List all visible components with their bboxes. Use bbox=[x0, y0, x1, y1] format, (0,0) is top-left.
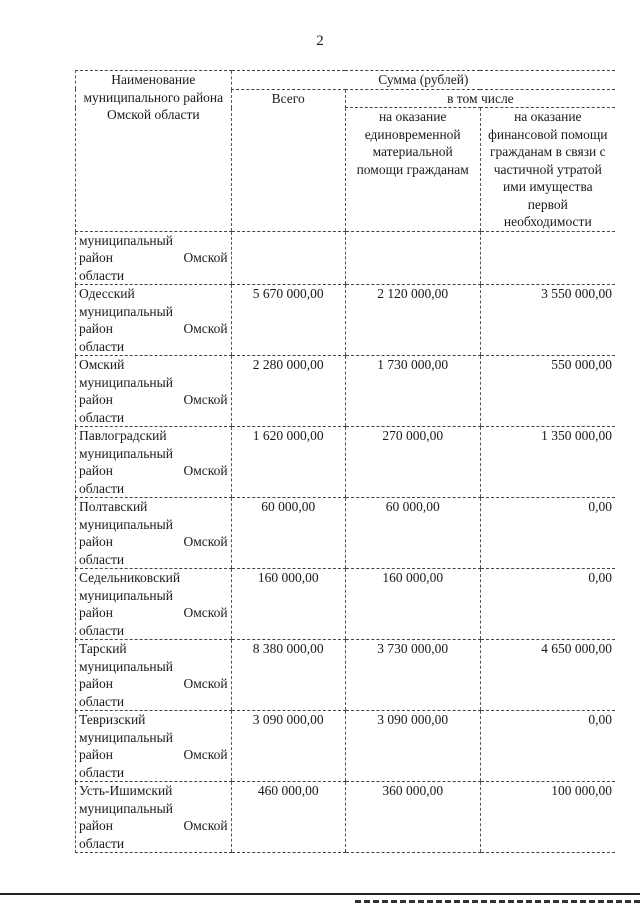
total-amount-cell: 3 090 000,00 bbox=[231, 711, 345, 782]
district-oblast-name: Омской bbox=[183, 605, 228, 620]
district-oblast-word: области bbox=[79, 338, 125, 354]
financial-aid-cell: 100 000,00 bbox=[480, 782, 615, 853]
district-region-line bbox=[79, 249, 228, 267]
district-name-cell bbox=[76, 231, 232, 285]
district-name: Полтавский bbox=[79, 499, 148, 514]
one-time-aid-cell: 60 000,00 bbox=[345, 498, 480, 569]
header-total: Всего bbox=[231, 89, 345, 231]
district-oblast-word: области bbox=[79, 693, 125, 709]
one-time-aid-cell: 160 000,00 bbox=[345, 569, 480, 640]
total-amount-cell: 460 000,00 bbox=[231, 782, 345, 853]
financial-aid-cell: 0,00 bbox=[480, 569, 615, 640]
table-row bbox=[76, 711, 616, 782]
table-row bbox=[76, 498, 616, 569]
district-oblast-name: Омской bbox=[183, 747, 228, 762]
district-type-word: муниципальный bbox=[79, 516, 173, 532]
district-type-word: муниципальный bbox=[79, 658, 173, 674]
district-oblast-word: области bbox=[79, 551, 125, 567]
page-number: 2 bbox=[316, 33, 324, 49]
district-name: Седельниковский bbox=[79, 570, 181, 585]
district-type-word: муниципальный bbox=[79, 374, 173, 390]
district-raion-word: район bbox=[79, 321, 113, 336]
total-amount-cell: 8 380 000,00 bbox=[231, 640, 345, 711]
financial-aid-cell: 3 550 000,00 bbox=[480, 285, 615, 356]
district-name-cell bbox=[76, 498, 232, 569]
district-region-line bbox=[79, 675, 228, 693]
district-name: Тевризский bbox=[79, 712, 146, 727]
table-row bbox=[76, 569, 616, 640]
district-name: Павлоградский bbox=[79, 428, 167, 443]
district-oblast-word: области bbox=[79, 267, 125, 283]
one-time-aid-cell: 3 730 000,00 bbox=[345, 640, 480, 711]
district-raion-word: район bbox=[79, 463, 113, 478]
district-oblast-word: области bbox=[79, 480, 125, 496]
one-time-aid-cell: 3 090 000,00 bbox=[345, 711, 480, 782]
district-raion-word: район bbox=[79, 747, 113, 762]
financial-aid-cell: 0,00 bbox=[480, 498, 615, 569]
table-header-row-1 bbox=[76, 71, 616, 90]
district-oblast-word: области bbox=[79, 835, 125, 851]
district-region-line bbox=[79, 320, 228, 338]
district-name-cell bbox=[76, 782, 232, 853]
district-type-word: муниципальный bbox=[79, 445, 173, 461]
district-region-line bbox=[79, 533, 228, 551]
district-raion-word: район bbox=[79, 676, 113, 691]
total-amount-cell: 60 000,00 bbox=[231, 498, 345, 569]
header-name-column: Наименование муниципального района Омской области bbox=[76, 71, 232, 232]
district-oblast-word: области bbox=[79, 764, 125, 780]
financial-aid-cell: 1 350 000,00 bbox=[480, 427, 615, 498]
table-body bbox=[76, 231, 616, 853]
district-name-cell bbox=[76, 711, 232, 782]
table-row bbox=[76, 640, 616, 711]
district-name-cell bbox=[76, 427, 232, 498]
total-amount-cell: 5 670 000,00 bbox=[231, 285, 345, 356]
financial-aid-cell: 550 000,00 bbox=[480, 356, 615, 427]
page-bottom-rule bbox=[0, 893, 640, 895]
financial-aid-cell bbox=[480, 231, 615, 285]
district-region-line bbox=[79, 391, 228, 409]
one-time-aid-cell: 2 120 000,00 bbox=[345, 285, 480, 356]
district-type-word: муниципальный bbox=[79, 587, 173, 603]
district-name-cell bbox=[76, 569, 232, 640]
district-name: Омский bbox=[79, 357, 125, 372]
district-region-line bbox=[79, 746, 228, 764]
district-type-word: муниципальный bbox=[79, 729, 173, 745]
district-raion-word: район bbox=[79, 392, 113, 407]
district-oblast-name: Омской bbox=[183, 534, 228, 549]
table-row bbox=[76, 782, 616, 853]
district-oblast-name: Омской bbox=[183, 818, 228, 833]
district-oblast-word: области bbox=[79, 409, 125, 425]
allocation-table bbox=[75, 70, 615, 853]
district-oblast-word: области bbox=[79, 622, 125, 638]
district-type-word: муниципальный bbox=[79, 800, 173, 816]
district-name-cell bbox=[76, 356, 232, 427]
financial-aid-cell: 0,00 bbox=[480, 711, 615, 782]
district-name-cell bbox=[76, 285, 232, 356]
district-region-line bbox=[79, 462, 228, 480]
financial-aid-cell: 4 650 000,00 bbox=[480, 640, 615, 711]
one-time-aid-cell bbox=[345, 231, 480, 285]
one-time-aid-cell: 1 730 000,00 bbox=[345, 356, 480, 427]
total-amount-cell: 160 000,00 bbox=[231, 569, 345, 640]
district-region-line bbox=[79, 817, 228, 835]
district-name: Тарский bbox=[79, 641, 127, 656]
district-raion-word: район bbox=[79, 534, 113, 549]
total-amount-cell: 1 620 000,00 bbox=[231, 427, 345, 498]
header-one-time-aid: на оказание единовременной материальной помощи гражданам bbox=[345, 108, 480, 232]
district-name: Одесский bbox=[79, 286, 135, 301]
table-row bbox=[76, 427, 616, 498]
table-row bbox=[76, 285, 616, 356]
district-name: Усть-Ишимский bbox=[79, 783, 173, 798]
header-financial-aid: на оказание финансовой помощи гражданам в связи с частичной утратой ими имущества первой необходимости bbox=[480, 108, 615, 232]
district-raion-word: район bbox=[79, 250, 113, 265]
district-oblast-name: Омской bbox=[183, 392, 228, 407]
district-type-word: муниципальный bbox=[79, 303, 173, 319]
total-amount-cell bbox=[231, 231, 345, 285]
district-raion-word: район bbox=[79, 818, 113, 833]
page-bottom-scan-mark bbox=[355, 900, 640, 903]
district-name-cell bbox=[76, 640, 232, 711]
district-oblast-name: Омской bbox=[183, 250, 228, 265]
one-time-aid-cell: 270 000,00 bbox=[345, 427, 480, 498]
district-oblast-name: Омской bbox=[183, 321, 228, 336]
district-region-line bbox=[79, 604, 228, 622]
district-oblast-name: Омской bbox=[183, 676, 228, 691]
table-row bbox=[76, 231, 616, 285]
header-including: в том числе bbox=[345, 89, 615, 108]
table-row bbox=[76, 356, 616, 427]
one-time-aid-cell: 360 000,00 bbox=[345, 782, 480, 853]
district-raion-word: район bbox=[79, 605, 113, 620]
district-oblast-name: Омской bbox=[183, 463, 228, 478]
header-sum: Сумма (рублей) bbox=[231, 71, 615, 90]
district-type-word: муниципальный bbox=[79, 232, 173, 248]
total-amount-cell: 2 280 000,00 bbox=[231, 356, 345, 427]
